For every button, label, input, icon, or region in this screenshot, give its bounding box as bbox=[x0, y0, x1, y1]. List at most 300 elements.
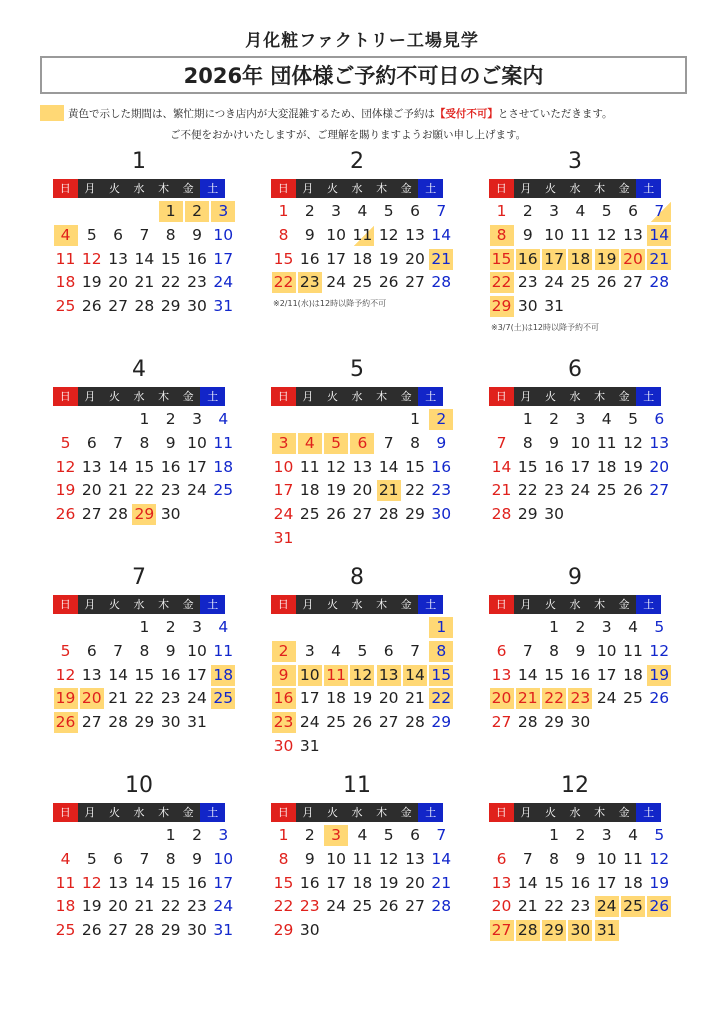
weekday-label: 日 bbox=[271, 595, 296, 614]
weekday-label: 月 bbox=[520, 806, 532, 819]
day-cell: 17 bbox=[542, 249, 566, 270]
day-cell: 21 bbox=[647, 249, 671, 270]
month-title: 2 bbox=[350, 149, 364, 174]
day-cell: 16 bbox=[570, 873, 591, 892]
day-cell: 19 bbox=[326, 481, 346, 500]
day-cell: 25 bbox=[211, 688, 235, 709]
weekday-header bbox=[53, 803, 225, 822]
day-cell: 28 bbox=[134, 921, 155, 940]
day-cell: 23 bbox=[160, 481, 181, 500]
day-cell: 1 bbox=[410, 410, 420, 428]
weekday-label: 金 bbox=[618, 182, 630, 195]
weekday-label: 月 bbox=[302, 182, 314, 195]
day-cell: 16 bbox=[187, 249, 207, 268]
day-cell: 29 bbox=[405, 505, 425, 524]
day-cell: 8 bbox=[429, 641, 453, 662]
supertitle: 月化粧ファクトリー工場見学 bbox=[245, 31, 479, 51]
day-cell: 8 bbox=[139, 433, 150, 452]
day-cell: 9 bbox=[272, 665, 296, 686]
weekday-label: 土 bbox=[200, 803, 225, 822]
page-title: 2026年 団体様ご予約不可日のご案内 bbox=[183, 64, 544, 88]
day-cell: 10 bbox=[187, 641, 207, 660]
day-cell: 30 bbox=[273, 737, 294, 755]
day-cell: 8 bbox=[278, 849, 289, 868]
day-cell: 18 bbox=[213, 457, 234, 476]
day-cell: 18 bbox=[211, 665, 235, 686]
day-cell: 9 bbox=[304, 225, 315, 244]
weekday-label: 土 bbox=[636, 387, 661, 406]
month-title: 11 bbox=[343, 773, 371, 798]
day-cell: 31 bbox=[213, 297, 234, 316]
day-cell: 2 bbox=[192, 826, 202, 844]
day-cell: 16 bbox=[299, 873, 320, 892]
day-cell: 7 bbox=[139, 225, 150, 244]
day-cell: 26 bbox=[326, 505, 346, 524]
day-cell: 16 bbox=[299, 249, 320, 268]
day-cell: 17 bbox=[326, 873, 346, 892]
day-cell: 24 bbox=[544, 273, 564, 292]
day-cell: 15 bbox=[544, 873, 564, 892]
day-cell: 9 bbox=[165, 641, 176, 660]
weekday-header bbox=[53, 179, 225, 198]
day-cell: 7 bbox=[647, 201, 671, 222]
day-cell: 28 bbox=[431, 273, 452, 292]
day-cell: 9 bbox=[522, 225, 533, 244]
day-cell: 25 bbox=[55, 921, 76, 940]
weekday-label: 金 bbox=[618, 598, 630, 611]
day-cell: 2 bbox=[575, 826, 586, 844]
weekday-label: 日 bbox=[271, 803, 296, 822]
day-cell: 11 bbox=[570, 225, 591, 244]
day-cell: 16 bbox=[431, 457, 452, 476]
day-cell: 27 bbox=[405, 897, 425, 916]
day-cell: 30 bbox=[187, 297, 207, 316]
weekday-label: 金 bbox=[618, 390, 630, 403]
day-cell: 18 bbox=[352, 249, 373, 268]
day-cell: 20 bbox=[108, 273, 128, 292]
day-cell: 18 bbox=[326, 689, 346, 708]
day-cell: 16 bbox=[544, 457, 564, 476]
day-cell: 30 bbox=[160, 713, 181, 732]
weekday-label: 日 bbox=[53, 803, 78, 822]
day-cell: 14 bbox=[134, 249, 155, 268]
month-7 bbox=[53, 565, 234, 732]
day-cell: 1 bbox=[522, 410, 533, 428]
weekday-label: 火 bbox=[108, 598, 120, 611]
day-cell: 8 bbox=[410, 433, 420, 452]
day-cell: 4 bbox=[218, 410, 229, 428]
day-cell: 30 bbox=[431, 505, 452, 524]
day-cell: 25 bbox=[299, 505, 320, 524]
weekday-header bbox=[489, 803, 661, 822]
day-cell: 27 bbox=[378, 713, 399, 732]
day-cell: 14 bbox=[517, 873, 538, 892]
day-cell: 10 bbox=[213, 225, 234, 244]
day-cell: 3 bbox=[272, 433, 296, 454]
weekday-header bbox=[489, 179, 661, 198]
day-cell: 24 bbox=[273, 505, 294, 524]
day-cell: 24 bbox=[213, 273, 234, 292]
day-cell: 29 bbox=[431, 713, 452, 732]
day-cell: 28 bbox=[649, 273, 670, 292]
weekday-label: 水 bbox=[569, 598, 581, 611]
weekday-label: 水 bbox=[351, 390, 363, 403]
day-cell: 19 bbox=[647, 665, 671, 686]
day-cell: 23 bbox=[299, 897, 320, 916]
day-cell: 15 bbox=[273, 249, 294, 268]
day-cell: 22 bbox=[517, 481, 538, 500]
weekday-label: 金 bbox=[400, 390, 412, 403]
day-cell: 29 bbox=[160, 297, 181, 316]
day-cell: 9 bbox=[575, 641, 586, 660]
day-cell: 18 bbox=[55, 273, 76, 292]
day-cell: 18 bbox=[623, 873, 643, 892]
day-cell: 12 bbox=[378, 225, 399, 244]
day-cell: 2 bbox=[575, 618, 586, 636]
day-cell: 22 bbox=[544, 897, 564, 916]
day-cell: 15 bbox=[134, 665, 155, 684]
day-cell: 19 bbox=[649, 873, 670, 892]
day-cell: 31 bbox=[273, 529, 294, 547]
day-cell: 27 bbox=[81, 505, 102, 524]
day-cell: 22 bbox=[134, 481, 155, 500]
day-cell: 27 bbox=[352, 505, 373, 524]
day-cell: 5 bbox=[383, 826, 394, 844]
day-cell: 10 bbox=[213, 849, 234, 868]
day-cell: 24 bbox=[187, 689, 207, 708]
day-cell: 5 bbox=[654, 826, 665, 844]
day-cell: 28 bbox=[405, 713, 425, 732]
day-cell: 13 bbox=[405, 225, 425, 244]
day-cell: 25 bbox=[213, 481, 234, 500]
weekday-label: 月 bbox=[84, 598, 96, 611]
weekday-label: 水 bbox=[351, 598, 363, 611]
day-cell: 4 bbox=[575, 202, 586, 220]
day-cell: 28 bbox=[134, 297, 155, 316]
day-cell: 20 bbox=[490, 688, 514, 709]
day-cell: 7 bbox=[113, 433, 124, 452]
day-cell: 9 bbox=[575, 849, 586, 868]
day-cell: 5 bbox=[86, 849, 97, 868]
day-cell: 4 bbox=[54, 225, 78, 246]
month-12 bbox=[489, 773, 670, 940]
day-cell: 10 bbox=[326, 849, 346, 868]
weekday-label: 土 bbox=[418, 387, 443, 406]
day-cell: 6 bbox=[410, 202, 420, 220]
weekday-label: 金 bbox=[182, 390, 194, 403]
day-cell: 3 bbox=[331, 202, 342, 220]
day-cell: 25 bbox=[623, 689, 643, 708]
day-cell: 15 bbox=[160, 249, 181, 268]
weekday-label: 日 bbox=[489, 179, 514, 198]
day-cell: 3 bbox=[218, 826, 229, 844]
day-cell: 6 bbox=[496, 849, 507, 868]
day-cell: 16 bbox=[516, 249, 540, 270]
weekday-label: 水 bbox=[569, 806, 581, 819]
day-cell: 19 bbox=[595, 249, 619, 270]
weekday-label: 木 bbox=[158, 806, 170, 819]
day-cell: 1 bbox=[278, 826, 289, 844]
day-cell: 9 bbox=[165, 433, 176, 452]
weekday-header bbox=[53, 387, 225, 406]
day-cell: 15 bbox=[273, 873, 294, 892]
day-cell: 20 bbox=[378, 689, 399, 708]
day-cell: 20 bbox=[81, 481, 102, 500]
weekday-label: 木 bbox=[158, 390, 170, 403]
day-cell: 23 bbox=[187, 273, 207, 292]
legend-line-1 bbox=[68, 104, 613, 125]
day-cell: 25 bbox=[326, 713, 346, 732]
day-cell: 26 bbox=[378, 897, 399, 916]
day-cell: 2 bbox=[272, 641, 296, 662]
day-cell: 13 bbox=[108, 249, 128, 268]
day-cell: 14 bbox=[647, 225, 671, 246]
day-cell: 21 bbox=[517, 897, 538, 916]
day-cell: 6 bbox=[654, 410, 665, 428]
day-cell: 17 bbox=[187, 457, 207, 476]
weekday-label: 木 bbox=[376, 390, 388, 403]
day-cell: 6 bbox=[113, 225, 124, 244]
month-4 bbox=[53, 357, 234, 524]
day-cell: 26 bbox=[54, 712, 78, 733]
weekday-header bbox=[489, 595, 661, 614]
day-cell: 1 bbox=[496, 202, 507, 220]
weekday-label: 火 bbox=[544, 390, 556, 403]
day-cell: 7 bbox=[496, 433, 507, 452]
day-cell: 7 bbox=[383, 433, 394, 452]
day-cell: 11 bbox=[623, 849, 643, 868]
day-cell: 13 bbox=[81, 665, 102, 684]
day-cell: 27 bbox=[81, 713, 102, 732]
day-cell: 9 bbox=[436, 433, 447, 452]
day-cell: 27 bbox=[490, 920, 514, 941]
day-cell: 17 bbox=[213, 249, 234, 268]
day-cell: 8 bbox=[278, 225, 289, 244]
day-cell: 6 bbox=[86, 641, 97, 660]
day-cell: 13 bbox=[491, 873, 512, 892]
day-cell: 17 bbox=[326, 249, 346, 268]
day-cell: 27 bbox=[623, 273, 643, 292]
day-cell: 21 bbox=[108, 481, 128, 500]
weekday-label: 金 bbox=[618, 806, 630, 819]
day-cell: 23 bbox=[160, 689, 181, 708]
day-cell: 5 bbox=[60, 433, 71, 452]
day-cell: 19 bbox=[81, 897, 102, 916]
weekday-label: 水 bbox=[569, 182, 581, 195]
weekday-label: 金 bbox=[400, 806, 412, 819]
day-cell: 29 bbox=[544, 713, 564, 732]
day-cell: 22 bbox=[272, 272, 296, 293]
day-cell: 22 bbox=[160, 273, 181, 292]
day-cell: 12 bbox=[596, 225, 617, 244]
day-cell: 7 bbox=[436, 826, 447, 844]
day-cell: 14 bbox=[491, 457, 512, 476]
day-cell: 3 bbox=[192, 410, 202, 428]
weekday-label: 木 bbox=[594, 182, 606, 195]
day-cell: 14 bbox=[134, 873, 155, 892]
day-cell: 14 bbox=[403, 665, 427, 686]
day-cell: 30 bbox=[570, 713, 591, 732]
day-cell: 10 bbox=[187, 433, 207, 452]
day-cell: 10 bbox=[273, 457, 294, 476]
day-cell: 26 bbox=[378, 273, 399, 292]
day-cell: 19 bbox=[81, 273, 102, 292]
day-cell: 5 bbox=[628, 410, 638, 428]
day-cell: 26 bbox=[596, 273, 617, 292]
day-cell: 4 bbox=[298, 433, 322, 454]
day-cell: 7 bbox=[522, 641, 533, 660]
weekday-label: 月 bbox=[520, 390, 532, 403]
day-cell: 5 bbox=[601, 202, 612, 220]
day-cell: 11 bbox=[213, 641, 234, 660]
day-cell: 23 bbox=[431, 481, 452, 500]
weekday-header bbox=[53, 595, 225, 614]
month-11 bbox=[271, 773, 452, 940]
day-cell: 15 bbox=[429, 665, 453, 686]
day-cell: 20 bbox=[80, 688, 104, 709]
day-cell: 8 bbox=[490, 225, 514, 246]
day-cell: 12 bbox=[326, 457, 346, 476]
day-cell: 31 bbox=[544, 297, 564, 316]
day-cell: 9 bbox=[304, 849, 315, 868]
day-cell: 13 bbox=[405, 849, 425, 868]
day-cell: 13 bbox=[377, 665, 401, 686]
month-title: 6 bbox=[568, 357, 582, 382]
day-cell: 13 bbox=[352, 457, 373, 476]
day-cell: 16 bbox=[187, 873, 207, 892]
day-cell: 23 bbox=[517, 273, 538, 292]
weekday-label: 月 bbox=[302, 598, 314, 611]
day-cell: 4 bbox=[628, 826, 638, 844]
day-cell: 19 bbox=[54, 688, 78, 709]
day-cell: 13 bbox=[108, 873, 128, 892]
day-cell: 21 bbox=[405, 689, 425, 708]
day-cell: 20 bbox=[621, 249, 645, 270]
weekday-label: 日 bbox=[271, 387, 296, 406]
day-cell: 9 bbox=[192, 225, 202, 244]
weekday-header bbox=[271, 387, 443, 406]
day-cell: 1 bbox=[139, 618, 150, 636]
month-title: 5 bbox=[350, 357, 364, 382]
month-10 bbox=[53, 773, 234, 940]
day-cell: 6 bbox=[113, 849, 124, 868]
day-cell: 18 bbox=[352, 873, 373, 892]
day-cell: 11 bbox=[324, 665, 348, 686]
day-cell: 25 bbox=[352, 273, 373, 292]
month-note: ※2/11(水)は12時以降予約不可 bbox=[273, 299, 387, 309]
weekday-label: 木 bbox=[376, 182, 388, 195]
day-cell: 12 bbox=[55, 665, 76, 684]
day-cell: 4 bbox=[357, 826, 368, 844]
day-cell: 25 bbox=[55, 297, 76, 316]
day-cell: 31 bbox=[213, 921, 234, 940]
day-cell: 25 bbox=[596, 481, 617, 500]
day-cell: 6 bbox=[496, 641, 507, 660]
day-cell: 5 bbox=[357, 641, 368, 660]
weekday-label: 水 bbox=[133, 182, 145, 195]
day-cell: 24 bbox=[570, 481, 591, 500]
day-cell: 20 bbox=[108, 897, 128, 916]
month-title: 7 bbox=[132, 565, 146, 590]
day-cell: 28 bbox=[516, 920, 540, 941]
day-cell: 19 bbox=[352, 689, 373, 708]
weekday-label: 日 bbox=[489, 387, 514, 406]
weekday-label: 木 bbox=[594, 598, 606, 611]
weekday-label: 水 bbox=[569, 390, 581, 403]
day-cell: 24 bbox=[213, 897, 234, 916]
weekday-label: 火 bbox=[544, 182, 556, 195]
day-cell: 30 bbox=[517, 297, 538, 316]
day-cell: 19 bbox=[378, 873, 399, 892]
day-cell: 1 bbox=[549, 618, 560, 636]
day-cell: 21 bbox=[134, 273, 155, 292]
weekday-header bbox=[271, 179, 443, 198]
day-cell: 15 bbox=[405, 457, 425, 476]
weekday-label: 火 bbox=[326, 806, 338, 819]
day-cell: 2 bbox=[185, 201, 209, 222]
weekday-label: 土 bbox=[418, 179, 443, 198]
day-cell: 30 bbox=[187, 921, 207, 940]
weekday-label: 土 bbox=[636, 803, 661, 822]
day-cell: 27 bbox=[491, 713, 512, 732]
day-cell: 29 bbox=[160, 921, 181, 940]
weekday-label: 土 bbox=[636, 595, 661, 614]
month-title: 3 bbox=[568, 149, 582, 174]
day-cell: 22 bbox=[405, 481, 425, 500]
day-cell: 7 bbox=[436, 202, 447, 220]
weekday-label: 金 bbox=[182, 806, 194, 819]
day-cell: 20 bbox=[352, 481, 373, 500]
day-cell: 15 bbox=[160, 873, 181, 892]
day-cell: 6 bbox=[628, 202, 638, 220]
day-cell: 22 bbox=[160, 897, 181, 916]
weekday-header bbox=[271, 595, 443, 614]
weekday-label: 水 bbox=[133, 598, 145, 611]
day-cell: 9 bbox=[192, 849, 202, 868]
month-8 bbox=[271, 565, 452, 755]
day-cell: 20 bbox=[491, 897, 512, 916]
weekday-label: 月 bbox=[84, 806, 96, 819]
day-cell: 26 bbox=[649, 689, 670, 708]
day-cell: 26 bbox=[647, 896, 671, 917]
weekday-label: 月 bbox=[84, 182, 96, 195]
month-3 bbox=[489, 149, 670, 332]
day-cell: 15 bbox=[517, 457, 538, 476]
day-cell: 2 bbox=[429, 409, 453, 430]
day-cell: 10 bbox=[596, 641, 617, 660]
day-cell: 21 bbox=[377, 480, 401, 501]
day-cell: 12 bbox=[649, 849, 670, 868]
day-cell: 6 bbox=[383, 641, 394, 660]
day-cell: 17 bbox=[299, 689, 320, 708]
day-cell: 24 bbox=[595, 896, 619, 917]
day-cell: 21 bbox=[491, 481, 512, 500]
day-cell: 10 bbox=[298, 665, 322, 686]
day-cell: 17 bbox=[187, 665, 207, 684]
day-cell: 30 bbox=[299, 921, 320, 940]
day-cell: 12 bbox=[378, 849, 399, 868]
day-cell: 5 bbox=[654, 618, 665, 636]
day-cell: 17 bbox=[570, 457, 591, 476]
day-cell: 2 bbox=[165, 410, 176, 428]
day-cell: 3 bbox=[304, 641, 315, 660]
weekday-label: 土 bbox=[636, 179, 661, 198]
day-cell: 26 bbox=[352, 713, 373, 732]
day-cell: 12 bbox=[623, 433, 643, 452]
day-cell: 21 bbox=[516, 688, 540, 709]
day-cell: 16 bbox=[570, 665, 591, 684]
day-cell: 28 bbox=[491, 505, 512, 524]
